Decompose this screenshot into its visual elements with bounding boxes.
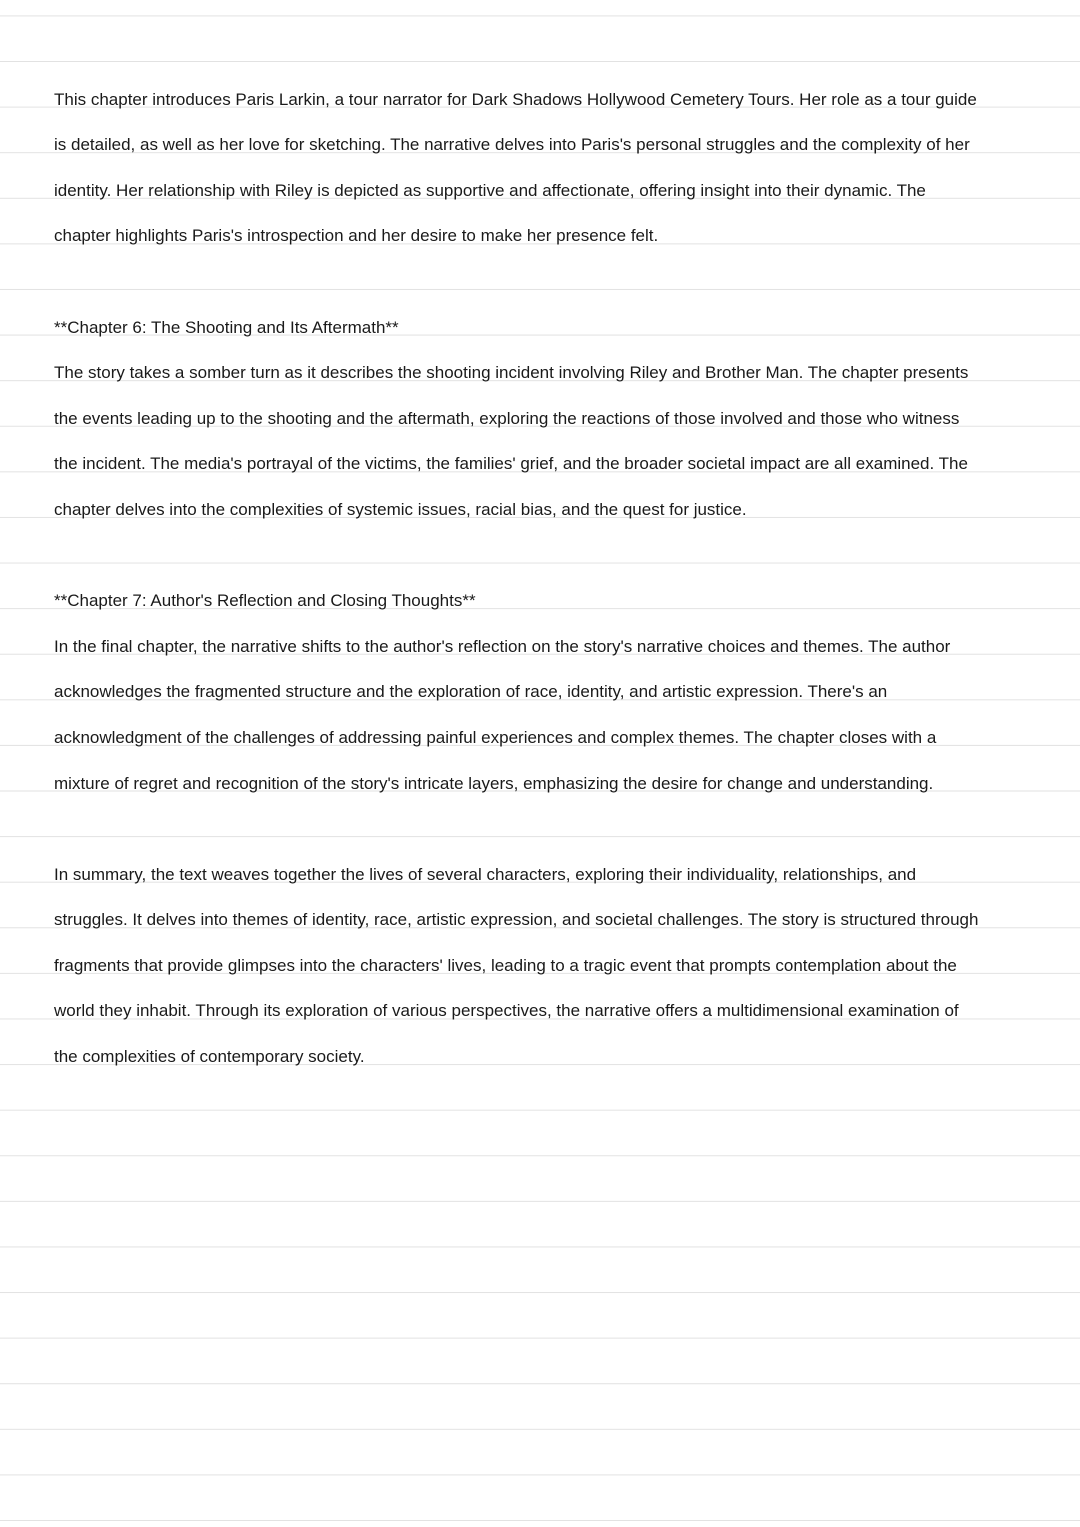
text-line: In the final chapter, the narrative shifts to the author's reflection on the story's narrative choices and themes. The author	[54, 636, 951, 656]
heading-text: **Chapter 6: The Shooting and Its Aftermath**	[54, 317, 399, 337]
text-line: In summary, the text weaves together the lives of several characters, exploring their individuality, relationships, and	[54, 864, 917, 884]
paragraph-summary	[54, 852, 1034, 1080]
paragraph-chapter-6	[54, 350, 1034, 532]
text-line: acknowledges the fragmented structure and the exploration of race, identity, and artistic expression. There's an	[54, 682, 888, 702]
text-line: chapter highlights Paris's introspection and her desire to make her presence felt.	[54, 226, 659, 246]
chapter-6-heading	[54, 305, 1034, 351]
text-line: struggles. It delves into themes of identity, race, artistic expression, and societal challenges. The story is structured through	[54, 910, 979, 930]
text-line: the complexities of contemporary society.	[54, 1047, 365, 1067]
heading-text: **Chapter 7: Author's Reflection and Closing Thoughts**	[54, 591, 476, 611]
text-line: mixture of regret and recognition of the story's intricate layers, emphasizing the desire for change and understanding.	[54, 773, 934, 793]
blank-line	[54, 806, 1034, 852]
text-line: is detailed, as well as her love for sketching. The narrative delves into Paris's personal struggles and the complexity of her	[54, 135, 970, 155]
text-line: the events leading up to the shooting and the aftermath, exploring the reactions of those involved and those who witness	[54, 408, 960, 428]
paragraph-chapter-5-summary	[54, 77, 1034, 259]
chapter-7-heading	[54, 578, 1034, 624]
text-line: fragments that provide glimpses into the characters' lives, leading to a tragic event that prompts contemplation about the	[54, 955, 957, 975]
text-line: the incident. The media's portrayal of the victims, the families' grief, and the broader societal impact are all examined. The	[54, 454, 968, 474]
text-line: world they inhabit. Through its exploration of various perspectives, the narrative offers a multidimensional examination of	[54, 1001, 959, 1021]
text-line: identity. Her relationship with Riley is depicted as supportive and affectionate, offering insight into their dynamic. The	[54, 180, 926, 200]
text-line: The story takes a somber turn as it describes the shooting incident involving Riley and Brother Man. The chapter presents	[54, 363, 969, 383]
blank-line	[54, 259, 1034, 305]
text-line: acknowledgment of the challenges of addressing painful experiences and complex themes. The chapter closes with a	[54, 727, 937, 747]
text-line: chapter delves into the complexities of systemic issues, racial bias, and the quest for justice.	[54, 499, 747, 519]
document-body	[54, 77, 1034, 1080]
blank-line	[54, 533, 1034, 579]
text-line: This chapter introduces Paris Larkin, a tour narrator for Dark Shadows Hollywood Cemetery Tours. Her role as a tour guide	[54, 89, 977, 109]
paragraph-chapter-7	[54, 624, 1034, 806]
